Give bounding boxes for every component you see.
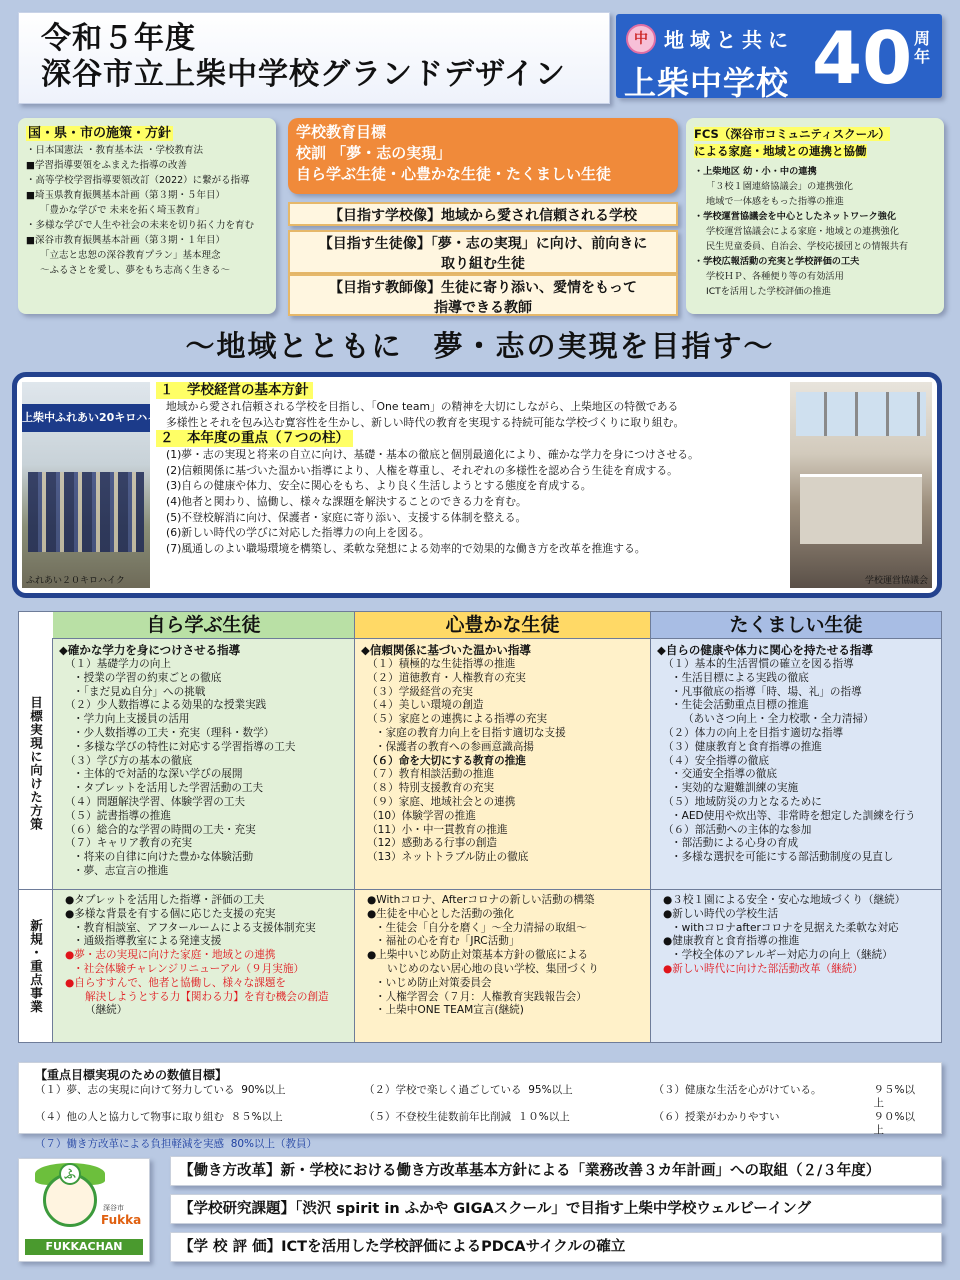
hike-caption: ふれあい２０キロハイク xyxy=(26,576,125,586)
strategy-item: （あいさつ向上・全力校歌・全力清掃） xyxy=(683,713,874,726)
strategy-item: ・実効的な避難訓練の実施 xyxy=(671,782,799,795)
strategy-title: ◆自らの健康や体力に関心を持たせる指導 xyxy=(657,643,873,657)
evaluation-text: 【学 校 評 価】ICTを活用した学校評価によるPDCAサイクルの確立 xyxy=(179,1239,626,1255)
strategy-item: （２）道徳教育・人権教育の充実 xyxy=(367,671,526,684)
strategy-item: （５）家庭との連携による指導の充実 xyxy=(367,713,548,726)
strategy-list xyxy=(59,658,348,879)
strategy-item: （４）美しい環境の創造 xyxy=(367,699,484,712)
strategy-item: （４）安全指導の徹底 xyxy=(663,754,769,767)
council-photo xyxy=(790,382,932,588)
policy-heading: 国・県・市の施策・方針 xyxy=(28,126,172,141)
target-label: （７）働き方改革による負担軽減を実感 xyxy=(35,1137,224,1150)
goal-students: 自ら学ぶ生徒・心豊かな生徒・たくましい生徒 xyxy=(296,165,612,183)
strategy-item: ・将来の自律に向けた豊かな体験活動 xyxy=(73,851,254,864)
student-image-line: 【目指す生徒像】「夢・志の実現」に向け、前向きに xyxy=(318,236,648,252)
fcs-item: ・学校広報活動の充実と学校評価の工夫 xyxy=(694,256,860,267)
new-project-item: ・社会体験チャレンジリニューアル（９月実施） xyxy=(73,962,305,975)
mascot-logo xyxy=(18,1158,150,1262)
new-project-item: ●健康教育と食育指導の推進 xyxy=(663,935,800,948)
target-value: ９５%以上 xyxy=(873,1083,915,1109)
target-label: （５）不登校生徒数前年比削減 xyxy=(364,1110,512,1123)
work-reform-bar xyxy=(170,1156,942,1186)
pillar-item: (5)不登校解消に向け、保護者・家庭に寄り添い、支援する体制を整える。 xyxy=(166,510,527,524)
strategy-grid xyxy=(18,611,942,1043)
policy-line: ・日本国憲法 ・教育基本法 ・学校教育法 xyxy=(26,145,204,156)
strategy-item: （６）部活動への主体的な参加 xyxy=(663,823,812,836)
new-project-item: ●新しい時代に向けた部活動改革（継続） xyxy=(663,962,863,975)
pillar-item: (1)夢・志の実現と将来の自立に向け、基礎・基本の徹底と個別最適化により、確かな学力を身につけさせる。 xyxy=(166,448,699,462)
new-project-item: ●タブレットを活用した指導・評価の工夫 xyxy=(65,894,265,906)
mascot-name: FUKKACHAN xyxy=(25,1239,143,1255)
teacher-image-line: 【目指す教師像】生徒に寄り添い、愛情をもって xyxy=(329,280,637,296)
policy-line: ～ふるさとを愛し、夢をもち志高く生きる～ xyxy=(40,265,231,276)
column-self-learning xyxy=(53,612,355,1042)
strategy-item: ・「まだ見ぬ自分」への挑戦 xyxy=(73,685,206,698)
research-bar xyxy=(170,1194,942,1224)
new-project-cell xyxy=(53,890,354,1042)
policy-line: 「豊かな学びで 未来を拓く埼玉教育」 xyxy=(40,205,205,216)
new-project-item: ●生徒を中心とした活動の強化 xyxy=(367,907,514,920)
strategy-item: ・授業の学習の約束ごとの徹底 xyxy=(73,671,222,684)
strategy-item: （５）読書指導の推進 xyxy=(65,809,171,822)
strategy-item: ・保護者の教育への参画意識高揚 xyxy=(375,740,534,753)
new-project-item: ●多様な背景を有する個に応じた支援の充実 xyxy=(65,907,276,920)
basic-policy-line: 多様性とそれを包み込む寛容性を生かし、新しい時代の教育を実現する持続可能な学校づくりに取り組む。 xyxy=(166,415,685,429)
slogan: ～地域とともに 夢・志の実現を目指す～ xyxy=(185,329,775,363)
strategy-item: （２）少人数指導による効果的な授業実践 xyxy=(65,699,267,712)
new-project-item: ・人権学習会（７月：人権教育実践報告会） xyxy=(375,990,587,1003)
row-label-new-projects: 新規・重点事業 xyxy=(19,890,53,1042)
anniversary-badge xyxy=(616,14,942,102)
strategy-item: （３）健康教育と食育指導の推進 xyxy=(663,740,822,753)
title-year: 令和５年度 xyxy=(41,21,196,56)
target-value: 95%以上 xyxy=(528,1083,573,1096)
hike-photo xyxy=(22,382,170,588)
goal-motto: 校訓 「夢・志の実現」 xyxy=(296,144,452,162)
badge-number: 40 xyxy=(812,16,913,100)
title-box xyxy=(18,12,610,104)
column-rich-heart xyxy=(355,612,651,1042)
target-value: ８５%以上 xyxy=(230,1110,283,1123)
strategy-item: ・家庭の教育力向上を目指す適切な支援 xyxy=(375,726,566,739)
goal-teacher-image xyxy=(288,274,678,316)
meeting-table-figure xyxy=(800,474,922,544)
column-head: 自ら学ぶ生徒 xyxy=(53,612,354,638)
new-project-item: ・福祉の心を育む「JRC活動」 xyxy=(375,935,520,948)
fcs-item: 「３校１園連絡協議会」の連携強化 xyxy=(706,181,853,192)
target-label: （１）夢、志の実現に向けて努力している xyxy=(35,1083,235,1096)
policy-line: ■埼玉県教育振興基本計画（第３期・５年目） xyxy=(26,190,225,201)
strategy-item: （１）基本的生活習慣の確立を図る指導 xyxy=(663,658,854,670)
badge-subtitle: 地域と共に xyxy=(664,28,794,52)
basic-policy-heading: １ 学校経営の基本方針 xyxy=(156,382,313,399)
new-project-list xyxy=(657,894,935,977)
strategy-item: ・生活目標による実践の徹底 xyxy=(671,671,809,684)
new-project-list xyxy=(361,894,644,1018)
strategy-item: （11）小・中一貫教育の推進 xyxy=(367,823,508,836)
pillar-item: (6)新しい時代の学びに対応した指導力の向上を図る。 xyxy=(166,526,430,540)
strategy-item: （９）家庭、地域社会との連携 xyxy=(367,795,516,808)
research-text: 【学校研究課題】「渋沢 spirit in ふかや GIGAスクール」で目指す上柴中学校ウェルビーイング xyxy=(179,1201,811,1217)
strategy-item: （１）基礎学力の向上 xyxy=(65,658,171,670)
new-project-item: ●新しい時代の学校生活 xyxy=(663,907,779,920)
student-image-line: 取り組む生徒 xyxy=(441,256,525,272)
policy-line: 「立志と忠恕の深谷教育プラン」基本理念 xyxy=(40,250,221,261)
new-project-item: 解決しようとする力【関わる力】を育む機会の創造 xyxy=(85,990,329,1003)
strategy-item: ・多様な選択を可能にする部活動制度の見直し xyxy=(671,851,894,864)
council-caption: 学校運営協議会 xyxy=(864,576,928,586)
strategy-item: ・部活動による心身の育成 xyxy=(671,837,799,850)
strategy-item: ・主体的で対話的な深い学びの展開 xyxy=(73,768,243,781)
strategy-item: （２）体力の向上を目指す適切な指導 xyxy=(663,726,844,739)
pillar-item: (2)信頼関係に基づいた温かい指導により、人権を尊重し、それぞれの多様性を認め合う生徒を育成する。 xyxy=(166,463,678,477)
new-project-item: ●自らすすんで、他者と協働し、様々な課題を xyxy=(65,976,287,989)
school-image-text: 【目指す学校像】地域から愛され信頼される学校 xyxy=(329,208,637,224)
strategy-item: ・生徒会活動重点目標の推進 xyxy=(671,699,809,712)
policy-line: ・多様な学びで人生や社会の未来を切り拓く力を育む xyxy=(26,220,255,231)
new-project-item: ●上柴中いじめ防止対策基本方針の徹底による xyxy=(367,949,589,962)
strategy-list xyxy=(657,658,935,865)
strategy-list xyxy=(361,658,644,865)
badge-unit: 周年 xyxy=(914,29,931,66)
goal-title: 学校教育目標 xyxy=(296,123,387,141)
basic-policy-line: 地域から愛され信頼される学校を目指し、「One team」の精神を大切にしながら、上柴地区の特徴である xyxy=(166,400,679,413)
strategy-item: ・AED使用や炊出等、非常時を想定した訓練を行う xyxy=(671,809,916,822)
row-label-strategies: 目標実現に向けた方策 xyxy=(19,638,53,890)
strategy-item: （７）教育相談活動の推進 xyxy=(367,768,495,781)
mascot-badge-icon: ふ xyxy=(59,1163,81,1185)
target-label: （２）学校で楽しく過ごしている xyxy=(364,1083,522,1096)
new-project-item: ・教育相談室、アフタールームによる支援体制充実 xyxy=(73,921,316,934)
policy-line: ■学習指導要領をふまえた指導の改善 xyxy=(26,160,187,171)
strategy-item: （３）学級経営の充実 xyxy=(367,685,473,698)
pillar-item: (3)自らの健康や体力、安全に関心をもち、より良く生活しようとする態度を育成する。 xyxy=(166,479,592,493)
strategy-item: ・交通安全指導の徹底 xyxy=(671,768,777,781)
strategy-title: ◆確かな学力を身につけさせる指導 xyxy=(59,643,241,657)
column-head: たくましい生徒 xyxy=(651,612,941,638)
strategy-item: （13）ネットトラブル防止の徹底 xyxy=(367,851,529,864)
strategy-item: ・夢、志宣言の推進 xyxy=(73,864,169,877)
pillar-item: (7)風通しのよい職場環境を構築し、柔軟な発想による効率的で効果的な働き方を改革を推進する。 xyxy=(166,541,646,555)
strategy-item: （６）命を大切にする教育の推進 xyxy=(367,754,526,767)
targets-row xyxy=(35,1111,925,1138)
new-project-list xyxy=(59,894,348,1018)
new-project-item: ・上柴中ONE TEAM宣言(継続) xyxy=(375,1004,524,1017)
goal-school-image xyxy=(288,202,678,226)
school-emblem-icon: 中 xyxy=(626,24,656,54)
strategy-item: （12）感動ある行事の創造 xyxy=(367,837,498,850)
pillar-item: (4)他者と関わり、協働し、様々な課題を解決することのできる力を育む。 xyxy=(166,494,527,508)
target-label: （３）健康な生活を心がけている。 xyxy=(653,1083,822,1096)
evaluation-bar xyxy=(170,1232,942,1262)
targets-row xyxy=(35,1138,925,1152)
target-value: １０%以上 xyxy=(517,1110,570,1123)
school-goal-head xyxy=(288,118,678,194)
new-project-item: （継続） xyxy=(85,1004,128,1017)
strategy-item: ・凡事徹底の指導「時、場、礼」の指導 xyxy=(671,685,862,698)
fcs-item: ICTを活用した学校評価の推進 xyxy=(706,286,831,297)
new-project-item: ・生徒会「自分を磨く」～全力清掃の取組～ xyxy=(375,921,587,934)
target-value: 90%以上 xyxy=(241,1083,286,1096)
strategy-item: （６）総合的な学習の時間の工夫・充実 xyxy=(65,823,256,836)
fcs-item: 学校運営協議会による家庭・地域との連携強化 xyxy=(706,226,899,237)
strategy-item: ・タブレットを活用した学習活動の工夫 xyxy=(73,782,264,795)
target-value: ９０%以上 xyxy=(873,1110,915,1136)
new-project-item: ・通級指導教室による発達支援 xyxy=(73,935,222,948)
fcs-item: 地域で一体感をもった指導の推進 xyxy=(706,196,844,207)
fcs-item: 学校ＨＰ、各種便り等の有効活用 xyxy=(706,271,844,282)
fcs-panel xyxy=(686,118,944,314)
strategy-item: ・多様な学びの特性に対応する学習指導の工夫 xyxy=(73,740,296,753)
window-figure xyxy=(796,392,926,436)
column-robust xyxy=(651,612,941,1042)
strategy-cell xyxy=(651,638,941,890)
new-project-item: ●３校１園による安全・安心な地域づくり（継続） xyxy=(663,894,906,906)
new-project-item: ●Withコロナ、Afterコロナの新しい活動の構築 xyxy=(367,894,595,906)
fcs-heading: FCS（深谷市コミュニティスクール） xyxy=(694,127,890,141)
policy-line: ■深谷市教育振興基本計画（第３期・１年目） xyxy=(26,235,225,246)
strategy-item: （10）体験学習の推進 xyxy=(367,809,476,822)
strategy-item: （４）問題解決学習、体験学習の工夫 xyxy=(65,795,246,808)
pillars-heading: ２ 本年度の重点（７つの柱） xyxy=(156,430,353,447)
strategy-item: （３）学び方の基本の徹底 xyxy=(65,754,193,767)
management-text xyxy=(156,382,784,556)
new-project-item: ●夢・志の実現に向けた家庭・地域との連携 xyxy=(65,949,276,962)
target-value: 80%以上（教員） xyxy=(230,1137,318,1150)
new-project-item: ・いじめ防止対策委員会 xyxy=(375,976,492,989)
mascot-city: 深谷市 xyxy=(103,1204,124,1212)
policy-line: ・高等学校学習指導要領改訂（2022）に繋がる指導 xyxy=(26,175,250,186)
policy-panel xyxy=(18,118,276,314)
fcs-item: ・上柴地区 幼・小・中の連携 xyxy=(694,166,817,177)
target-label: （６）授業がわかりやすい xyxy=(653,1110,780,1123)
column-head: 心豊かな生徒 xyxy=(355,612,650,638)
strategy-item: ・少人数指導の工夫・充実（理科・数学） xyxy=(73,726,275,739)
badge-school-name: 上柴中学校 xyxy=(624,64,790,102)
new-project-item: ・withコロナafterコロナを見据えた柔軟な対応 xyxy=(671,921,899,934)
targets-heading: 【重点目標実現のための数値目標】 xyxy=(35,1068,228,1082)
mascot-brand: Fukka xyxy=(101,1213,142,1227)
strategy-item: （７）キャリア教育の充実 xyxy=(65,837,193,850)
work-reform-text: 【働き方改革】新・学校における働き方改革基本方針による「業務改善３カ年計画」への取組（２/３年度） xyxy=(179,1163,881,1179)
strategy-item: （５）地域防災の力となるために xyxy=(663,795,822,808)
numeric-targets xyxy=(18,1062,942,1150)
new-project-cell xyxy=(355,890,650,1042)
teacher-image-line: 指導できる教師 xyxy=(434,300,532,316)
fcs-item: ・学校運営協議会を中心としたネットワーク強化 xyxy=(694,211,897,222)
new-project-cell xyxy=(651,890,941,1042)
strategy-item: ・学力向上支援員の活用 xyxy=(73,713,190,726)
new-project-item: ・学校全体のアレルギー対応力の向上（継続） xyxy=(671,949,893,962)
fcs-item: 民生児童委員、自治会、学校応援団との情報共有 xyxy=(706,241,909,252)
new-project-item: いじめのない居心地の良い学校、集団づくり xyxy=(387,962,599,975)
strategy-cell xyxy=(355,638,650,890)
title-main: 深谷市立上柴中学校グランドデザイン xyxy=(41,57,566,92)
strategy-item: （８）特別支援教育の充実 xyxy=(367,782,495,795)
strategy-cell xyxy=(53,638,354,890)
target-label: （４）他の人と協力して物事に取り組む xyxy=(35,1110,224,1123)
goal-student-image xyxy=(288,230,678,274)
targets-row xyxy=(35,1084,925,1111)
hike-banner: 上柴中ふれあい20キロハイク xyxy=(22,404,150,432)
strategy-title: ◆信頼関係に基づいた温かい指導 xyxy=(361,643,531,657)
strategy-item: （１）積極的な生徒指導の推進 xyxy=(367,658,516,670)
fcs-heading: による家庭・地域との連携と協働 xyxy=(694,144,867,158)
students-figure xyxy=(28,472,144,552)
